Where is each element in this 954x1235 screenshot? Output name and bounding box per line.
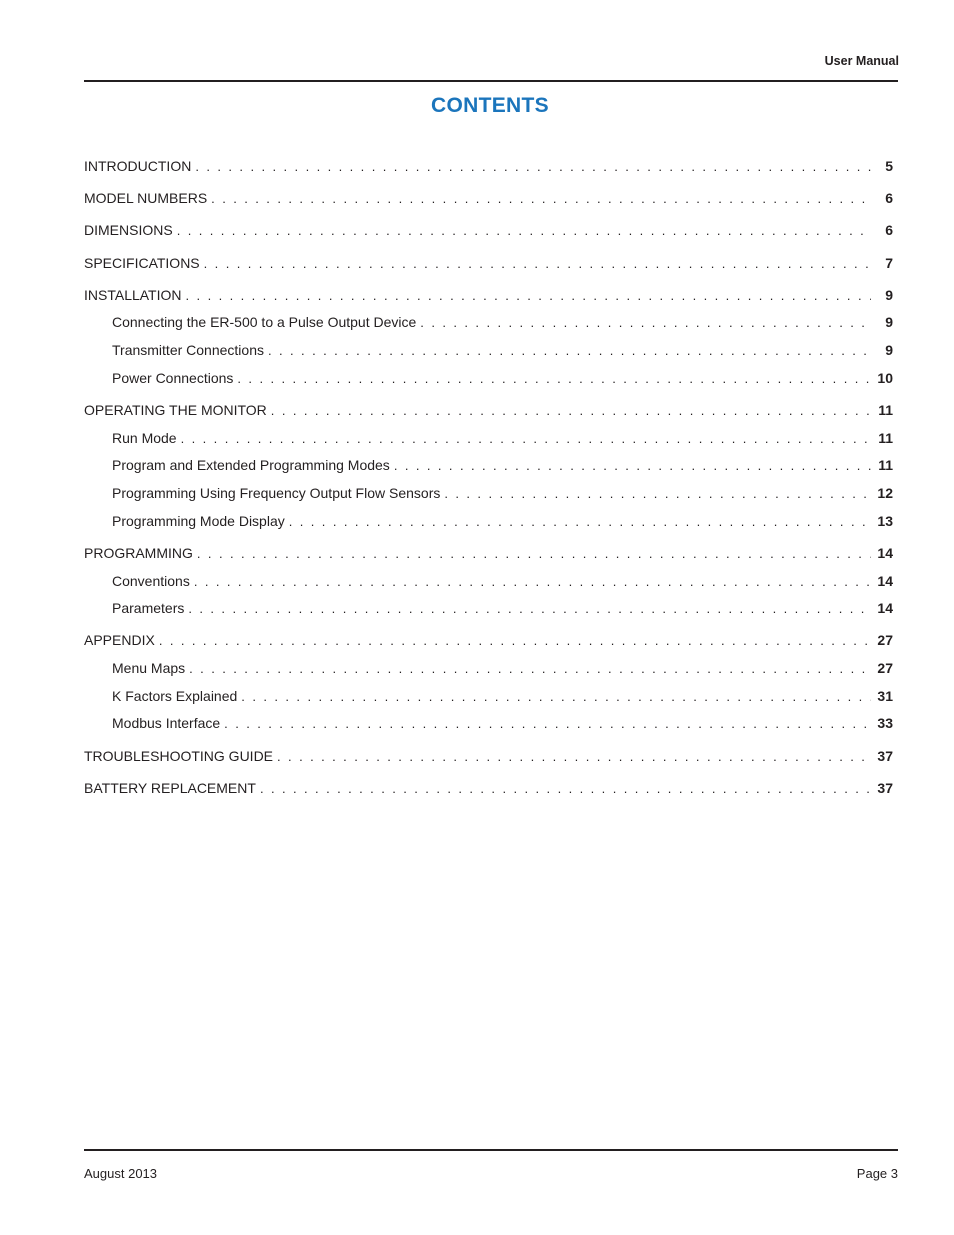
toc-entry-title: PROGRAMMING [84, 545, 193, 561]
toc-entry-title: Programming Using Frequency Output Flow Sensors [112, 485, 441, 501]
toc-entry-title: Conventions [112, 573, 190, 589]
toc-entry-title: Transmitter Connections [112, 342, 264, 358]
toc-entry-title: MODEL NUMBERS [84, 190, 208, 206]
toc-leader-dots [189, 660, 871, 678]
toc-entry[interactable] [112, 313, 893, 332]
toc-entry[interactable] [84, 747, 893, 766]
toc-entry[interactable] [112, 512, 893, 531]
footer-rule [84, 1149, 898, 1151]
toc-entry-title: INSTALLATION [84, 287, 182, 303]
toc-entry-page: 11 [878, 430, 893, 446]
toc-entry-title: Parameters [112, 600, 185, 616]
toc-entry-title: DIMENSIONS [84, 222, 173, 238]
toc-entry-page: 27 [877, 632, 893, 648]
toc-entry[interactable] [112, 572, 893, 591]
toc-entry[interactable] [112, 687, 893, 706]
toc-leader-dots [197, 545, 871, 563]
toc-entry-page: 5 [885, 158, 893, 174]
toc-entry[interactable] [84, 221, 893, 240]
toc-entry-title: Connecting the ER-500 to a Pulse Output Device [112, 314, 417, 330]
toc-entry[interactable] [112, 341, 893, 360]
toc-entry-page: 14 [877, 545, 893, 561]
toc-leader-dots [260, 780, 871, 798]
toc-entry-page: 13 [877, 513, 893, 529]
toc-leader-dots [159, 632, 871, 650]
toc-entry[interactable] [112, 714, 893, 733]
toc-entry-page: 9 [885, 287, 893, 303]
toc-entry[interactable] [112, 599, 893, 618]
toc-entry-title: Programming Mode Display [112, 513, 285, 529]
toc-entry[interactable] [112, 456, 893, 475]
toc-leader-dots [277, 748, 871, 766]
toc-entry-page: 7 [885, 255, 893, 271]
toc-entry-page: 6 [885, 190, 893, 206]
toc-entry-page: 9 [885, 314, 893, 330]
toc-leader-dots [186, 287, 871, 305]
toc-entry-page: 6 [885, 222, 893, 238]
toc-entry-title: APPENDIX [84, 632, 155, 648]
toc-leader-dots [420, 314, 871, 332]
toc-entry-title: SPECIFICATIONS [84, 255, 200, 271]
toc-leader-dots [195, 158, 871, 176]
toc-entry-page: 14 [877, 600, 893, 616]
toc-leader-dots [188, 600, 871, 618]
toc-entry-title: TROUBLESHOOTING GUIDE [84, 748, 274, 764]
toc-entry[interactable] [84, 544, 893, 563]
toc-entry-page: 11 [878, 457, 893, 473]
toc-entry-page: 37 [877, 748, 893, 764]
toc-entry-page: 10 [877, 370, 893, 386]
toc-leader-dots [194, 573, 871, 591]
footer-date: August 2013 [84, 1166, 158, 1181]
toc-leader-dots [271, 402, 871, 420]
toc-entry[interactable] [84, 157, 893, 176]
toc-entry-title: Modbus Interface [112, 715, 221, 731]
toc-entry-title: BATTERY REPLACEMENT [84, 780, 256, 796]
toc-entry-page: 9 [885, 342, 893, 358]
toc-leader-dots [204, 255, 871, 273]
toc-entry-title: OPERATING THE MONITOR [84, 402, 267, 418]
toc-entry-page: 33 [877, 715, 893, 731]
toc-entry[interactable] [112, 369, 893, 388]
toc-leader-dots [241, 688, 871, 706]
toc-leader-dots [211, 190, 871, 208]
toc-entry[interactable] [112, 484, 893, 503]
toc-entry-title: Program and Extended Programming Modes [112, 457, 390, 473]
toc-entry[interactable] [84, 189, 893, 208]
toc-entry-page: 37 [877, 780, 893, 796]
header-label: User Manual [824, 54, 899, 68]
toc-entry-title: INTRODUCTION [84, 158, 192, 174]
toc-leader-dots [444, 485, 871, 503]
toc-leader-dots [268, 342, 871, 360]
toc-entry-page: 14 [877, 573, 893, 589]
toc-leader-dots [177, 222, 871, 240]
toc-entry-page: 27 [877, 660, 893, 676]
toc-entry[interactable] [84, 401, 893, 420]
toc-leader-dots [224, 715, 871, 733]
footer-page-number: Page 3 [856, 1166, 898, 1181]
toc-entry[interactable] [84, 631, 893, 650]
toc-leader-dots [289, 513, 871, 531]
toc-entry-page: 11 [878, 402, 893, 418]
toc-leader-dots [394, 457, 871, 475]
header-rule [84, 80, 898, 82]
toc-entry[interactable] [84, 779, 893, 798]
toc-leader-dots [181, 430, 871, 448]
toc-entry-page: 31 [877, 688, 893, 704]
toc-entry-title: K Factors Explained [112, 688, 238, 704]
toc-entry-title: Menu Maps [112, 660, 186, 676]
toc-entry[interactable] [112, 659, 893, 678]
toc-entry[interactable] [112, 429, 893, 448]
toc-entry-page: 12 [877, 485, 893, 501]
toc-entry[interactable] [84, 254, 893, 273]
toc-entry[interactable] [84, 286, 893, 305]
page-title: CONTENTS [431, 94, 549, 117]
toc-entry-title: Run Mode [112, 430, 177, 446]
toc-entry-title: Power Connections [112, 370, 234, 386]
toc-leader-dots [237, 370, 871, 388]
